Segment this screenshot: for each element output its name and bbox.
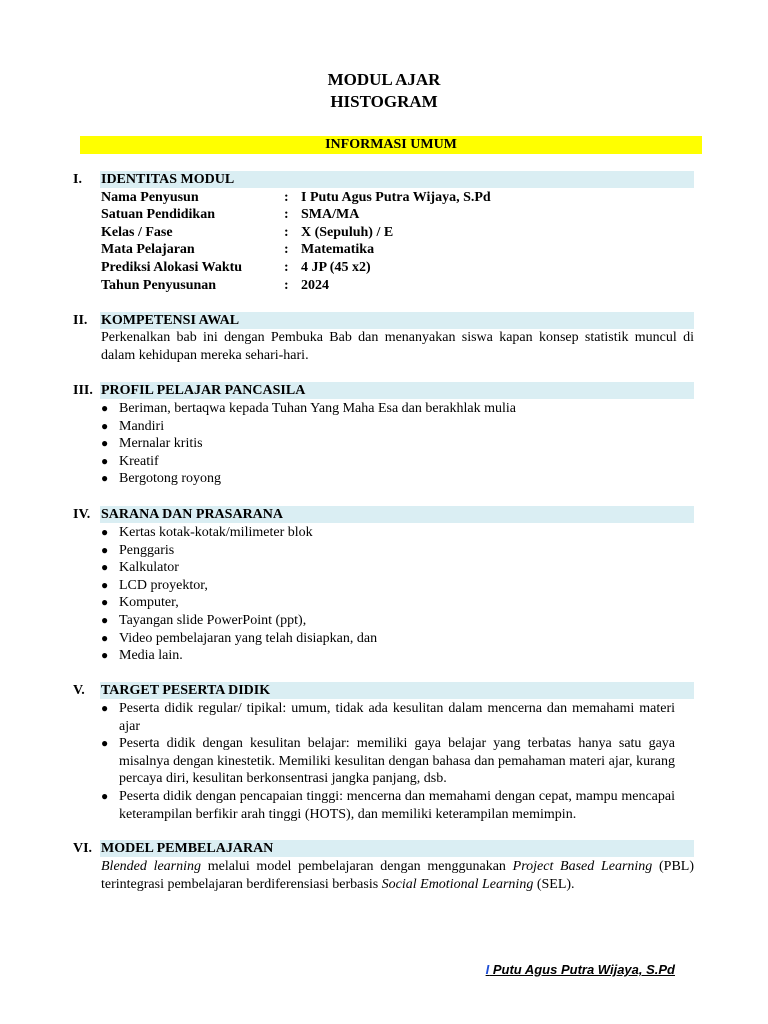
bullet-icon: ● (101, 648, 109, 663)
list-item-text: Media lain. (119, 648, 183, 664)
list-item (101, 559, 675, 577)
list-item-text: Mernalar kritis (119, 436, 203, 452)
section-identitas-heading (73, 171, 694, 188)
section-title: PROFIL PELAJAR PANCASILA (100, 382, 694, 399)
list-item-text: Bergotong royong (119, 471, 222, 487)
bullet-icon: ● (101, 560, 109, 575)
identitas-row (101, 206, 701, 224)
list-item-text: Mandiri (119, 418, 165, 434)
document-title: MODUL AJAR (327, 70, 441, 89)
author-footer (486, 962, 675, 977)
section-number: I. (73, 172, 82, 187)
section-title: TARGET PESERTA DIDIK (100, 682, 694, 699)
list-item-text: Kreatif (119, 453, 159, 469)
bullet-icon: ● (101, 471, 109, 486)
identitas-value: 4 JP (45 x2) (301, 259, 371, 275)
bullet-icon: ● (101, 542, 109, 557)
identitas-row (101, 189, 701, 207)
identitas-label: Satuan Pendidikan (101, 207, 215, 223)
bullet-icon: ● (101, 788, 109, 803)
model-text-part: (SEL). (533, 876, 575, 892)
list-item-text: Tayangan slide PowerPoint (ppt), (119, 612, 307, 628)
model-text-term: Project Based Learning (512, 859, 653, 874)
section-number: II. (73, 313, 88, 328)
bullet-icon: ● (101, 630, 109, 645)
identitas-label: Prediksi Alokasi Waktu (101, 259, 243, 275)
section-model-heading (73, 840, 694, 857)
identitas-value: Matematika (301, 242, 375, 258)
author-name: Putu Agus Putra Wijaya, S.Pd (489, 962, 675, 977)
model-text-term: Blended learning (101, 859, 202, 874)
list-item (101, 788, 675, 823)
document-subtitle: HISTOGRAM (330, 92, 438, 111)
list-item (101, 700, 675, 735)
identitas-colon: : (284, 224, 289, 240)
list-item (101, 470, 675, 488)
list-item (101, 542, 675, 560)
target-list (101, 700, 675, 823)
identitas-value: X (Sepuluh) / E (301, 224, 394, 240)
bullet-icon: ● (101, 595, 109, 610)
list-item-text: Peserta didik regular/ tipikal: umum, tidak ada kesulitan dalam mencerna dan memahami materi ajar (119, 701, 675, 734)
section-title: MODEL PEMBELAJARAN (100, 840, 694, 857)
identitas-label: Nama Penyusun (101, 189, 199, 205)
bullet-icon: ● (101, 612, 109, 627)
list-item (101, 435, 675, 453)
identitas-value: I Putu Agus Putra Wijaya, S.Pd (301, 189, 491, 205)
list-item-text: Peserta didik dengan pencapaian tinggi: mencerna dan memahami dengan cepat, mampu mencapai keterampilan berfikir arah tinggi (HOTS), dan memiliki keterampilan memimpin. (119, 788, 675, 822)
list-item (101, 735, 675, 788)
bullet-icon: ● (101, 577, 109, 592)
identitas-row (101, 259, 701, 277)
list-item-text: Video pembelajaran yang telah disiapkan, dan (119, 630, 378, 646)
bullet-icon: ● (101, 401, 109, 415)
bullet-icon: ● (101, 436, 109, 451)
identitas-colon: : (284, 277, 289, 293)
section-number: VI. (73, 841, 93, 856)
identitas-label: Mata Pelajaran (101, 242, 195, 258)
model-text (101, 858, 694, 893)
identitas-label: Tahun Penyusunan (101, 277, 217, 293)
list-item-text: Komputer, (119, 595, 179, 611)
section-number: IV. (73, 507, 91, 522)
identitas-colon: : (284, 189, 289, 205)
profil-list (101, 400, 675, 488)
list-item-text: Peserta didik dengan kesulitan belajar: memiliki gaya belajar yang terbatas hanya satu gaya misalnya dengan kinestetik. Memiliki kesulitan dengan bahasa dan pemahaman materi ajar, kurang percaya diri, kesulitan berkonsentrasi jangka panjang, dsb. (119, 736, 675, 787)
identitas-value: SMA/MA (301, 207, 360, 223)
list-item-text: Kertas kotak-kotak/milimeter blok (119, 525, 313, 540)
list-item (101, 453, 675, 471)
list-item-text: LCD proyektor, (119, 577, 208, 593)
list-item (101, 577, 675, 595)
list-item (101, 630, 675, 648)
section-title: KOMPETENSI AWAL (100, 312, 694, 329)
list-item-text: Penggaris (119, 542, 175, 558)
bullet-icon: ● (101, 453, 109, 468)
section-target-heading (73, 682, 694, 699)
info-banner: INFORMASI UMUM (80, 136, 702, 154)
identitas-colon: : (284, 207, 289, 223)
kompetensi-text: Perkenalkan bab ini dengan Pembuka Bab dan menanyakan siswa kapan konsep statistik muncul di dalam kehidupan mereka sehari-hari. (101, 330, 694, 363)
list-item (101, 612, 675, 630)
list-item (101, 418, 675, 436)
section-title: IDENTITAS MODUL (100, 171, 694, 188)
section-number: III. (73, 383, 93, 398)
list-item (101, 647, 675, 665)
bullet-icon: ● (101, 418, 109, 433)
identitas-label: Kelas / Fase (101, 224, 173, 240)
section-kompetensi-heading (73, 312, 694, 329)
list-item-text: Beriman, bertaqwa kepada Tuhan Yang Maha Esa dan berakhlak mulia (119, 401, 516, 416)
identitas-row (101, 277, 701, 295)
list-item-text: Kalkulator (119, 560, 179, 576)
bullet-icon: ● (101, 701, 109, 715)
model-text-part: melalui model pembelajaran dengan menggunakan (201, 859, 513, 874)
author-initial: I (485, 962, 490, 977)
list-item (101, 400, 675, 418)
identitas-row (101, 224, 701, 242)
identitas-value: 2024 (301, 277, 329, 293)
bullet-icon: ● (101, 525, 109, 539)
section-number: V. (73, 683, 85, 698)
identitas-colon: : (284, 259, 289, 275)
model-text-term: Social Emotional Learning (381, 876, 534, 892)
list-item (101, 594, 675, 612)
bullet-icon: ● (101, 736, 109, 751)
section-sarana-heading (73, 506, 694, 523)
section-title: SARANA DAN PRASARANA (100, 506, 694, 523)
model-text-part: (PBL) terintegrasi pembelajaran berdiferensiasi berbasis (101, 859, 695, 892)
list-item (101, 524, 675, 542)
sarana-list (101, 524, 675, 665)
identitas-colon: : (284, 242, 289, 258)
section-profil-heading (73, 382, 694, 399)
identitas-row (101, 241, 701, 259)
